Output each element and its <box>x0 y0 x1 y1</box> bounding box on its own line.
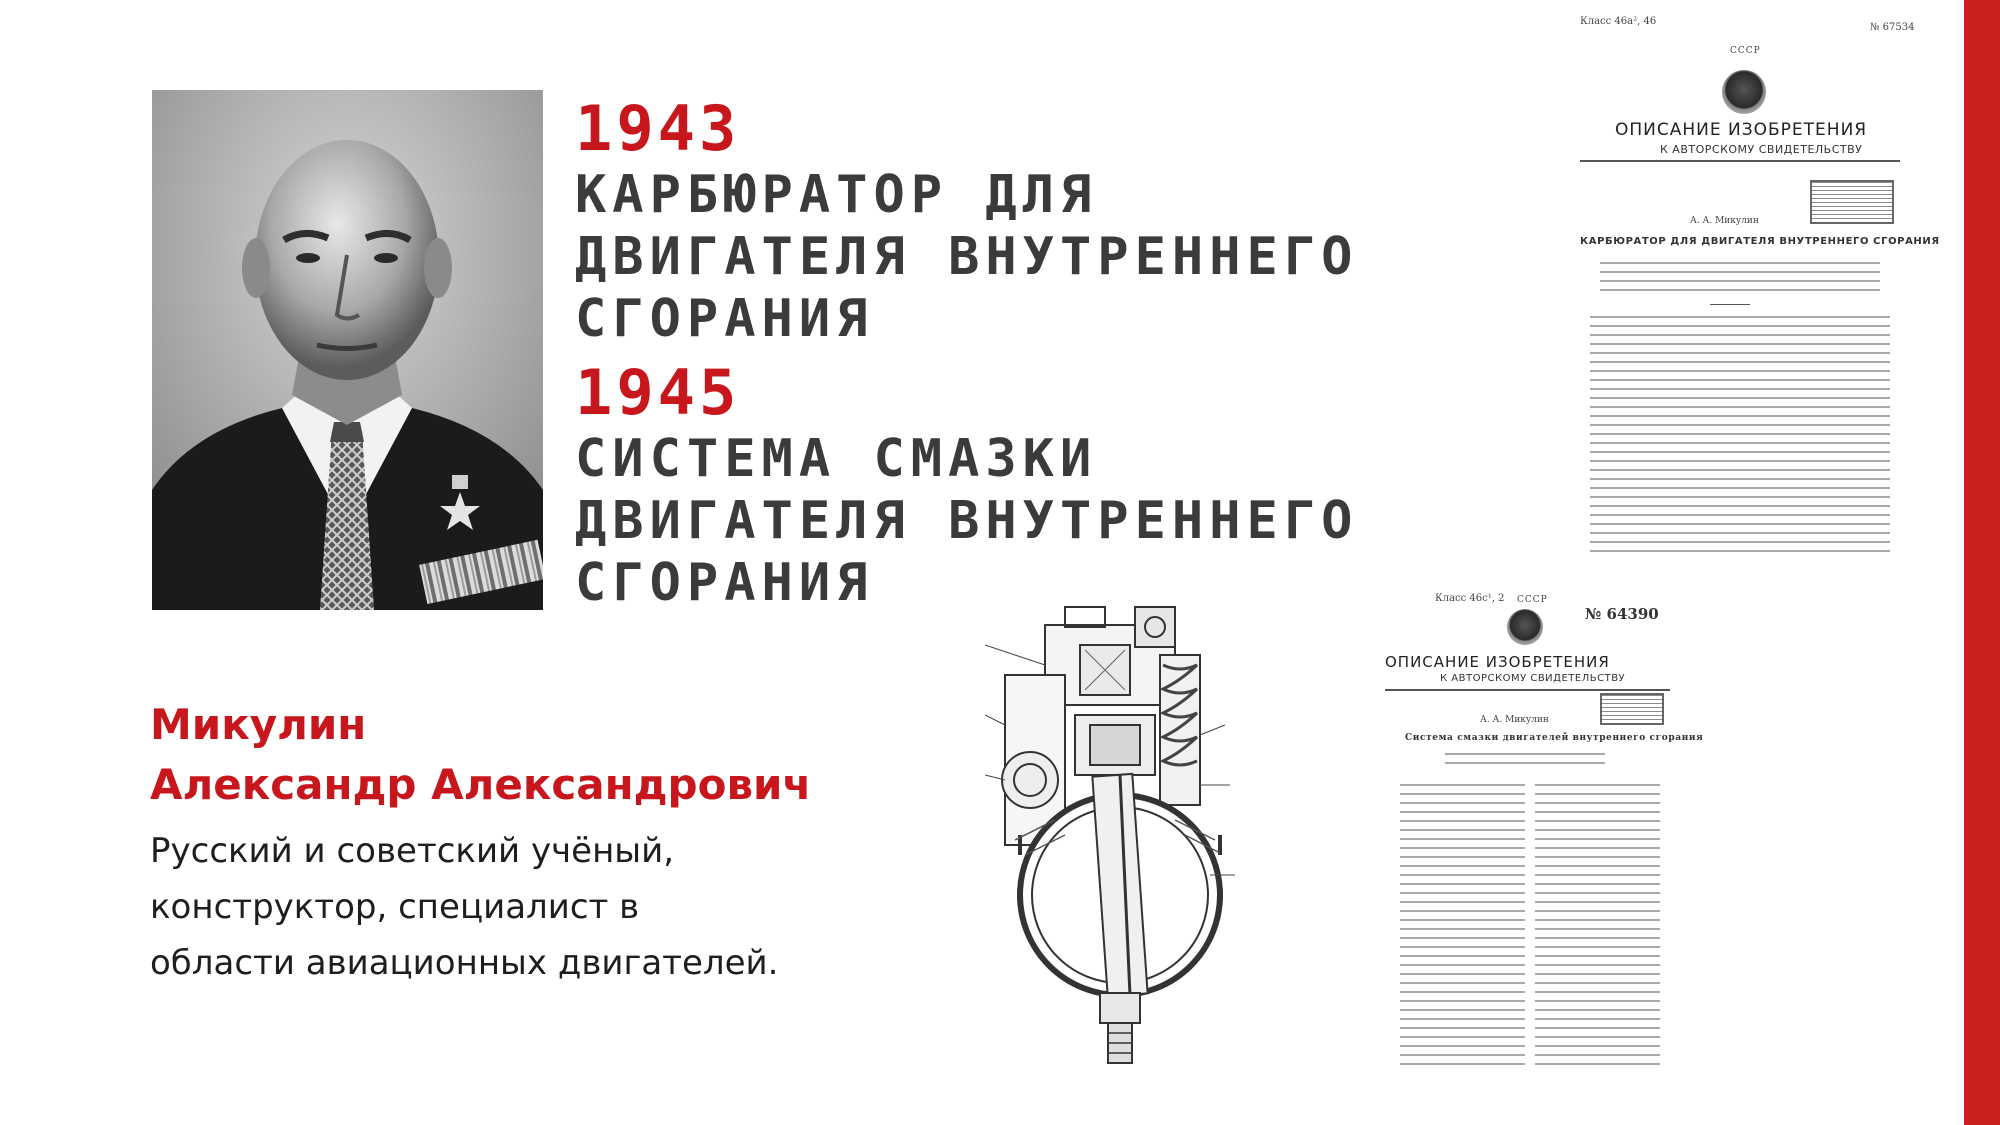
invention-year: 1943 <box>575 92 741 165</box>
patent-author: А. А. Микулин <box>1480 715 1549 725</box>
patent-document-1 <box>1560 0 1940 560</box>
inventions-list <box>575 92 1435 626</box>
divider <box>1385 689 1670 691</box>
lubrication-system-drawing <box>985 605 1250 1075</box>
patent-document-2 <box>1385 585 1704 1075</box>
state-emblem-icon <box>1507 609 1543 645</box>
person-caption <box>150 695 930 991</box>
invention-year: 1945 <box>575 356 741 429</box>
library-stamp <box>1600 693 1664 725</box>
patent-class: Класс 46с¹, 2 <box>1435 593 1505 604</box>
patent-doc-title: Система смазки двигателей внутреннего сгорания <box>1405 733 1704 743</box>
invention-title: КАРБЮРАТОР ДЛЯ ДВИГАТЕЛЯ ВНУТРЕННЕГО СГОРАНИЯ <box>575 165 1359 349</box>
patent-text-block <box>1590 312 1890 552</box>
patent-text-block <box>1535 780 1660 1070</box>
patent-country: СССР <box>1517 595 1548 605</box>
patent-doc-title: КАРБЮРАТОР ДЛЯ ДВИГАТЕЛЯ ВНУТРЕННЕГО СГОРАНИЯ <box>1580 236 1940 247</box>
accent-bar <box>1964 0 2000 1125</box>
library-stamp <box>1810 180 1894 224</box>
patent-author: А. А. Микулин <box>1690 216 1759 226</box>
person-description: Русский и советский учёный, конструктор, специалист в области авиационных двигателей. <box>150 831 779 983</box>
patent-title: ОПИСАНИЕ ИЗОБРЕТЕНИЯ <box>1615 120 1868 140</box>
person-surname: Микулин <box>150 700 367 749</box>
portrait-illustration <box>152 90 543 610</box>
patent-text-block <box>1400 780 1525 1070</box>
patent-number: № 64390 <box>1585 605 1659 623</box>
patent-text-block <box>1600 258 1880 298</box>
patent-subtitle: К АВТОРСКОМУ СВИДЕТЕЛЬСТВУ <box>1440 673 1626 684</box>
state-emblem-icon <box>1722 70 1766 114</box>
patent-text-block <box>1445 749 1605 767</box>
patent-class: Класс 46а², 46 <box>1580 16 1657 27</box>
person-given-names: Александр Александрович <box>150 760 812 809</box>
patent-subtitle: К АВТОРСКОМУ СВИДЕТЕЛЬСТВУ <box>1660 143 1863 156</box>
patent-title: ОПИСАНИЕ ИЗОБРЕТЕНИЯ <box>1385 653 1610 671</box>
portrait-photo <box>152 90 543 610</box>
invention-title: СИСТЕМА СМАЗКИ ДВИГАТЕЛЯ ВНУТРЕННЕГО СГОРАНИЯ <box>575 429 1359 613</box>
patent-number: № 67534 <box>1870 22 1915 33</box>
divider <box>1710 304 1750 305</box>
divider <box>1580 160 1900 162</box>
patent-country: СССР <box>1730 46 1761 56</box>
technical-drawing <box>985 605 1250 1075</box>
